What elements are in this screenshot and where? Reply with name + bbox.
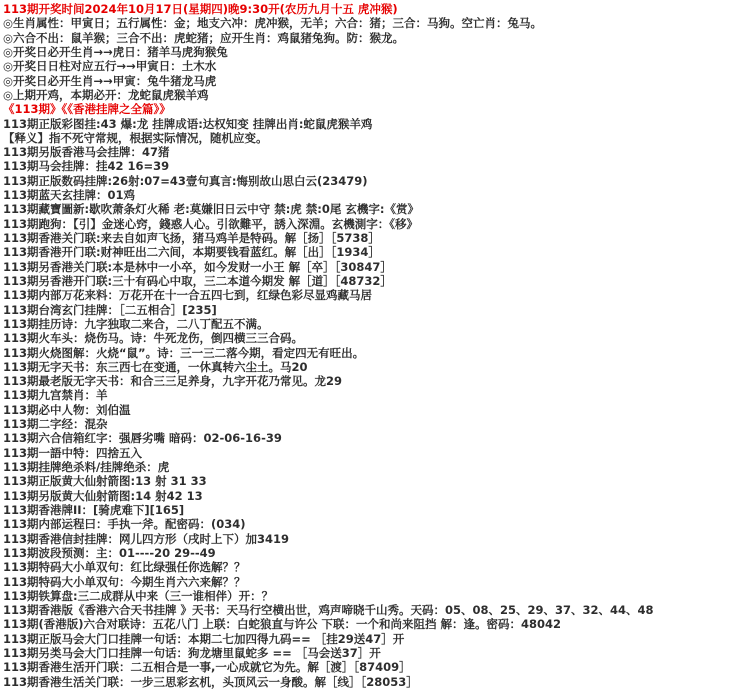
text-line: 113期波段预测：主：01----20 29--49 <box>3 545 216 560</box>
text-line: 113期正版数码挂牌:26射:07=43壹句真言:悔别故山思白云(23479) <box>3 173 368 188</box>
text-line: 113期一語中特：四捨五入 <box>3 445 143 460</box>
text-line: 113期火车头：烧伤马。诗：牛死龙伤，倒四横三三合码。 <box>3 331 304 346</box>
text-line: 113期(香港版)六合对联诗：五花八门 上联：白蛇狼直与许公 下联：一个和尚来阻挡 解：逢。密码：48042 <box>3 617 562 632</box>
text-line: ◎上期开鸡，本期必开：龙蛇鼠虎猴羊鸡 <box>3 87 209 102</box>
text-line: 113期特码大小单双句：红比绿强任你选解？？ <box>3 560 246 575</box>
text-line: ◎生肖属性：甲寅日；五行属性：金；地支六冲：虎冲猴，无羊；六合：猪；三合：马狗。空亡肖：兔马。 <box>3 16 543 31</box>
text-line: 113期挂牌绝杀料/挂牌绝杀：虎 <box>3 460 170 474</box>
text-line: 113期铁算盘:三二成群从中来（三一谁相伴）开：？ <box>3 588 274 603</box>
text-line: 113期香港关门联:来去自如声飞扬，猪马鸡羊是特码。解［扬］［5738］ <box>3 231 380 245</box>
text-line: 113期另类马会大门口挂牌一句话：狗龙塘里鼠蛇多 == ［马会送37］开 <box>3 646 381 661</box>
text-line: 113期挂历诗：九字独取二来合，二八丁配五不满。 <box>3 316 269 331</box>
text-line: 113期正版彩图挂:43 爆:龙 挂牌成语:达权知变 挂牌出肖:蛇鼠虎猴羊鸡 <box>3 116 373 131</box>
document-lines <box>3 2 732 689</box>
text-line: 113期另香港开门联:三十有码心中取，三二本道今期发 解［道］［48732］ <box>3 273 392 288</box>
text-line: ◎开奖日必开生肖→→虎日：猪羊马虎狗猴兔 <box>3 44 228 59</box>
text-line: 【释义】指不死守常规，根据实际情况，随机应变。 <box>3 130 268 145</box>
text-line: 113期九宫禁肖：羊 <box>3 388 108 403</box>
text-line: 113期蓝天玄挂牌：01鸡 <box>3 188 136 203</box>
text-line: 113期另版香港马会挂牌：47猪 <box>3 145 170 160</box>
text-line: 113期正版黄大仙射箭图:13 射 31 33 <box>3 474 207 489</box>
text-line: 《113期》《《香港挂牌之全篇》》 <box>3 102 171 117</box>
text-line: 113期另版黄大仙射箭图:14 射42 13 <box>3 488 203 503</box>
text-line: ◎开奖日日柱对应五行→→甲寅日：土木水 <box>3 59 217 74</box>
text-line: 113期香港开门联:财神旺出二六间，本期要钱看蓝红。解［出］［1934］ <box>3 245 380 260</box>
text-line: 113期六合信箱红字：强唇劣嘴 暗码：02-06-16-39 <box>3 431 282 446</box>
text-line: 113期马会挂牌：挂42 16=39 <box>3 159 170 174</box>
text-line: 113期香港牌II：[骑虎难下][165] <box>3 502 185 517</box>
text-line: 113期藏寶圖新:歇吹萧条灯火稀 老:莫嫌旧日云中守 禁:虎 禁:0尾 玄機字:《赏》 <box>3 202 420 217</box>
text-line: 113期二字经：混杂 <box>3 417 108 432</box>
text-line: 113期内部万花来料：万花开在十一合五四七到，红绿色彩尽显鸡藏马居 <box>3 288 373 303</box>
text-line: 113期台湾玄门挂牌：［二五相合］[235] <box>3 302 217 317</box>
text-line: ◎开奖日必开生肖→→甲寅：兔牛猪龙马虎 <box>3 73 217 88</box>
text-line: 113期香港生活关门联：一步三思彩玄机，头顶风云一身酸。解［线］［28053］ <box>3 674 418 689</box>
text-line: 113期最老版无字天书：和合三三足养身，九字开花乃常见。龙29 <box>3 374 343 389</box>
text-line: 113期开奖时间2024年10月17日(星期四)晚9:30开(农历九月十五 虎冲猴) <box>3 2 398 16</box>
text-line: 113期内部运程曰：手执一斧。配密码：(034) <box>3 517 246 532</box>
text-line: 113期正版马会大门口挂牌一句话：本期二七加四得九码== ［挂29送47］开 <box>3 631 405 646</box>
text-line: 113期香港信封挂牌：网儿四方形（戌时上下）加3419 <box>3 531 290 546</box>
text-line: 113期无字天书：东三西七在变通，一休真转六尘土。马20 <box>3 359 308 374</box>
text-line: 113期另香港关门联:本是林中一小卒，如今发财一小王 解［卒］［30847］ <box>3 259 392 274</box>
text-line: 113期必中人物：刘伯温 <box>3 402 131 417</box>
text-line: 113期特码大小单双句：今期生肖六六来解？？ <box>3 574 246 589</box>
text-line: 113期跑狗：【引】金迷心窍，錢惑人心。引欲難平，誘入深淵。玄機測字：《移》 <box>3 216 419 231</box>
text-line: 113期火烧图解：火烧“鼠”。诗：三一三二落今期，看定四无有旺出。 <box>3 345 365 360</box>
text-line: ◎六合不出：鼠羊猴；三合不出：虎蛇猪；应开生肖：鸡鼠猪兔狗。防：猴龙。 <box>3 30 405 45</box>
text-line: 113期香港版《香港六合天书挂牌 》天书：天马行空横出世，鸡声啼晓千山秀。天码：05、08、25、29、37、32、44、48 <box>3 603 654 618</box>
text-line: 113期香港生活开门联：二五相合是一事,一心成就它为先。解［渡］［87409］ <box>3 660 411 675</box>
